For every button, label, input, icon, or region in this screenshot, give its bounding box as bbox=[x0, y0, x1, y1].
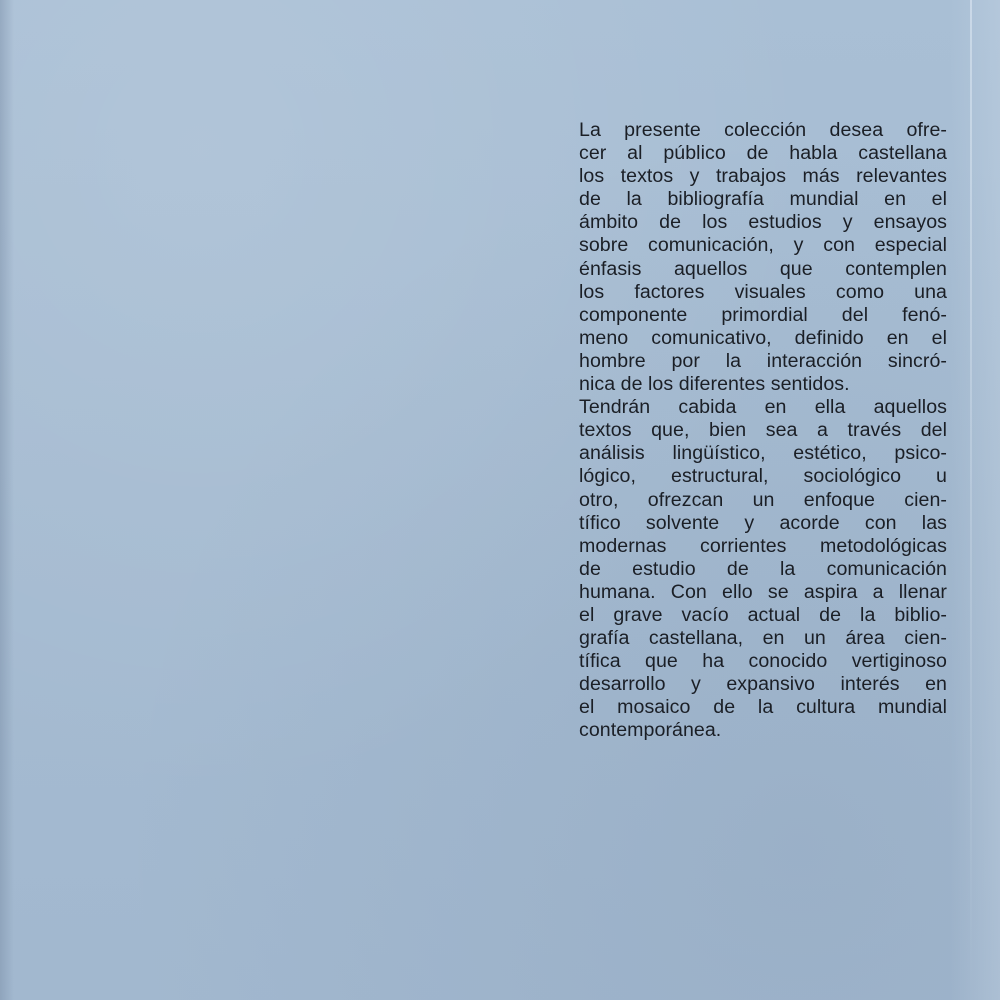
blurb-line: La presente colección desea ofre- bbox=[579, 119, 947, 141]
blurb-line: sobre comunicación, y con especial bbox=[579, 234, 947, 257]
blurb-line: modernas corrientes metodológicas bbox=[579, 534, 947, 557]
blurb-line: tífico solvente y acorde con las bbox=[579, 511, 947, 534]
blurb-line: de estudio de la comunicación bbox=[579, 557, 947, 580]
blurb-line: lógico, estructural, sociológico u bbox=[579, 465, 947, 488]
blurb-line: ámbito de los estudios y ensayos bbox=[579, 211, 947, 234]
blurb-line: el grave vacío actual de la biblio- bbox=[579, 603, 947, 626]
blurb-line: textos que, bien sea a través del bbox=[579, 419, 947, 442]
blurb-line: los factores visuales como una bbox=[579, 280, 947, 303]
blurb-line: meno comunicativo, definido en el bbox=[579, 326, 947, 349]
blurb-line: énfasis aquellos que contemplen bbox=[579, 257, 947, 280]
blurb-line: los textos y trabajos más relevantes bbox=[579, 165, 947, 188]
cover-left-edge-shadow bbox=[0, 0, 14, 1000]
cover-right-edge-wear bbox=[950, 0, 1000, 1000]
blurb-line: análisis lingüístico, estético, psico- bbox=[579, 442, 947, 465]
blurb-line: cer al público de habla castellana bbox=[579, 142, 947, 165]
blurb-line: otro, ofrezcan un enfoque cien- bbox=[579, 488, 947, 511]
blurb-line: Tendrán cabida en ella aquellos bbox=[579, 396, 947, 419]
blurb-line: humana. Con ello se aspira a llenar bbox=[579, 580, 947, 603]
blurb-line: el mosaico de la cultura mundial bbox=[579, 696, 947, 719]
blurb-line: tífica que ha conocido vertiginoso bbox=[579, 650, 947, 673]
blurb-line: componente primordial del fenó- bbox=[579, 303, 947, 326]
blurb-line: desarrollo y expansivo interés en bbox=[579, 673, 947, 696]
blurb-line: nica de los diferentes sentidos. bbox=[579, 373, 850, 396]
blurb-line: de la bibliografía mundial en el bbox=[579, 188, 947, 211]
blurb-line: contemporánea. bbox=[579, 719, 722, 742]
blurb-line: hombre por la interacción sincró- bbox=[579, 349, 947, 372]
cover-scratch-mark bbox=[970, 0, 972, 1000]
blurb-line: grafía castellana, en un área cien- bbox=[579, 627, 947, 650]
collection-description bbox=[579, 119, 947, 743]
